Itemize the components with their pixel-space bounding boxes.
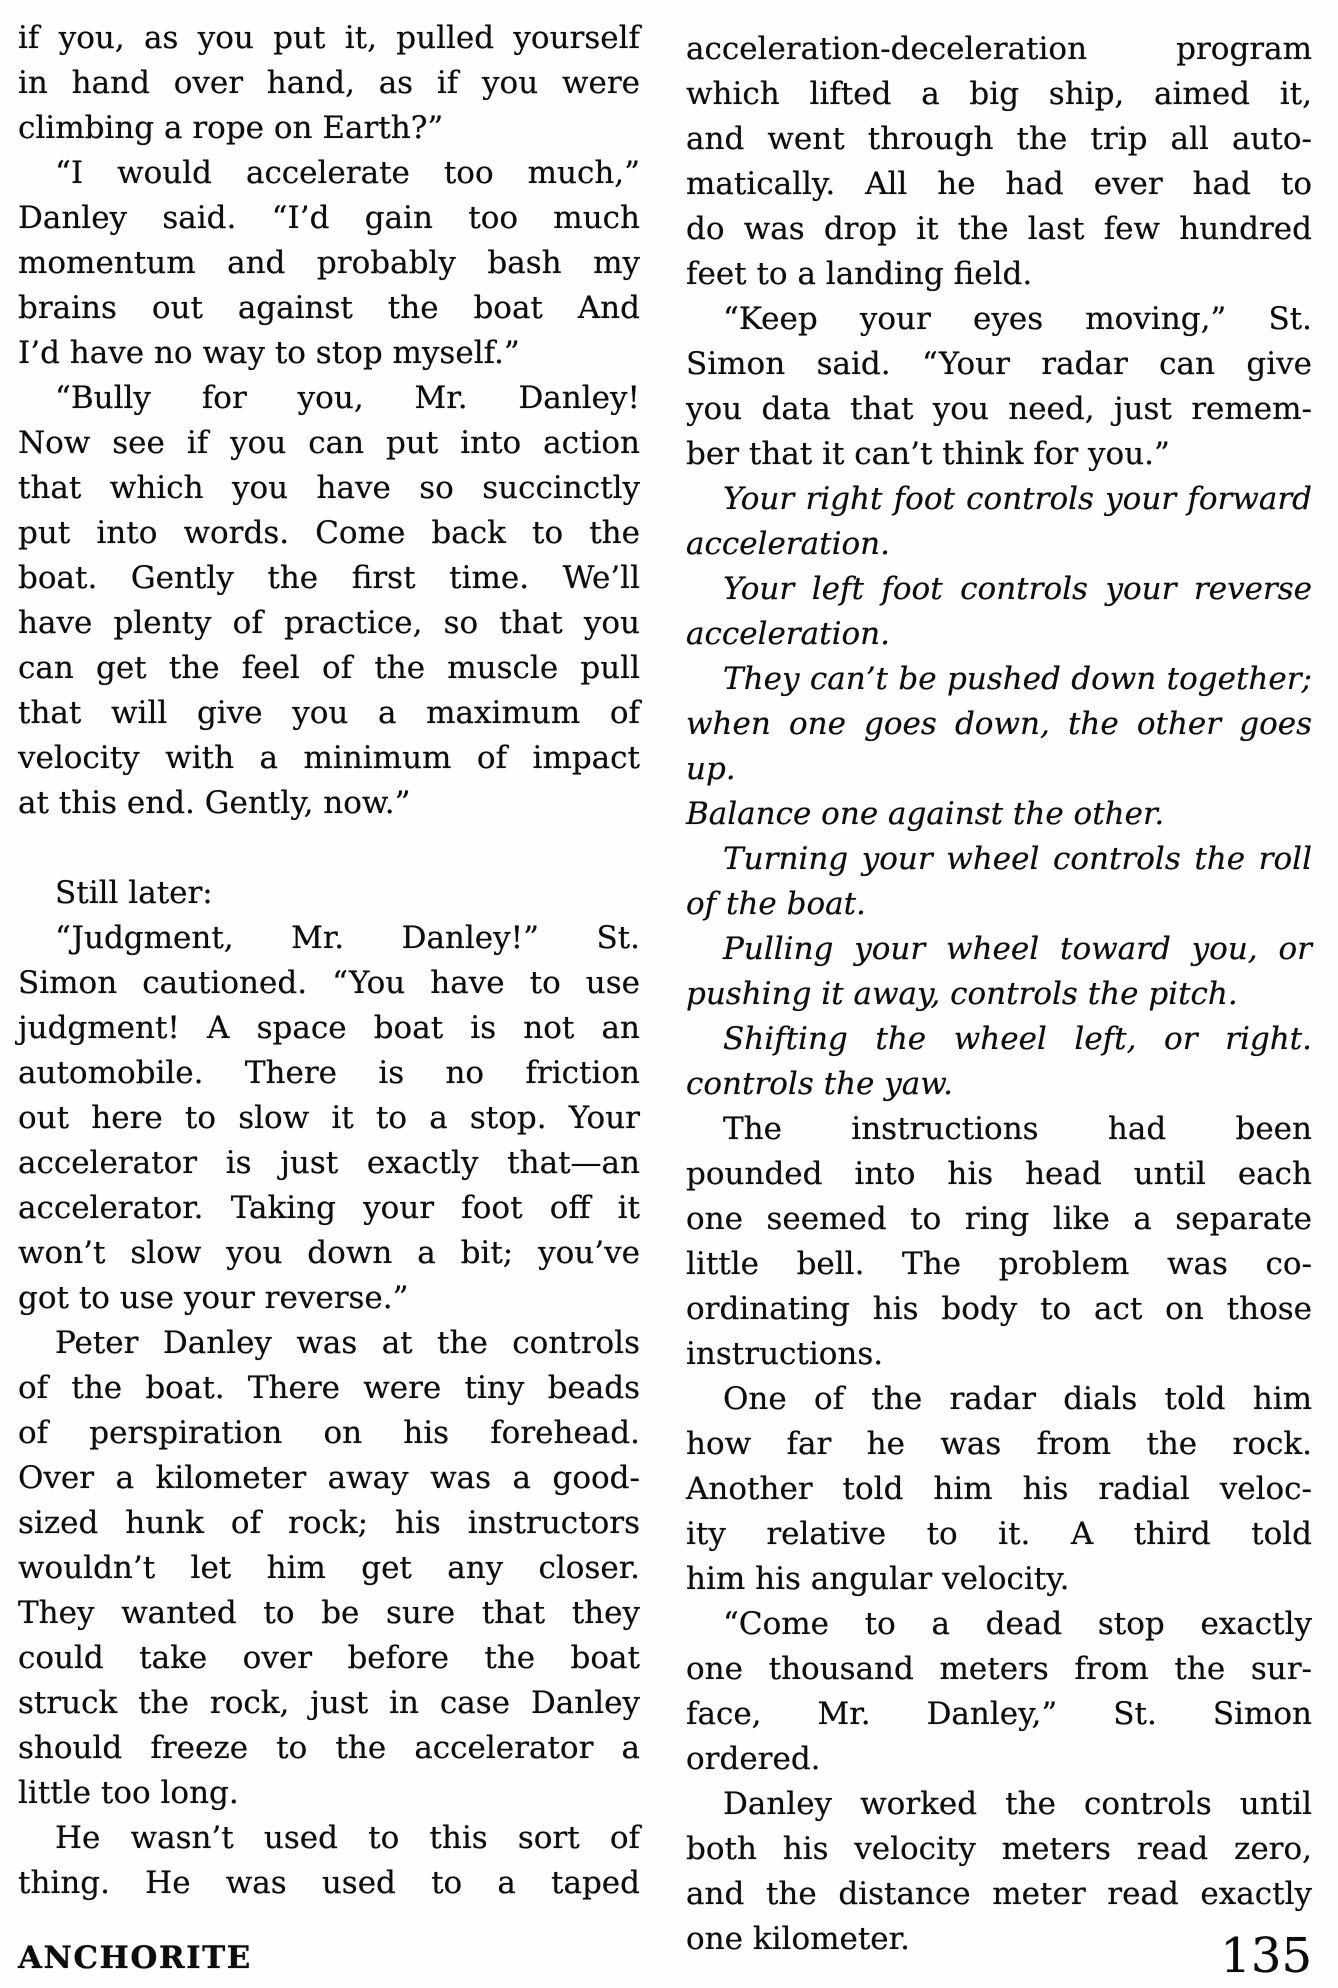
text-line: sized hunk of rock; his instructors <box>18 1505 640 1541</box>
text-line: won’t slow you down a bit; you’ve <box>18 1235 640 1271</box>
column-left <box>18 16 640 1962</box>
text-line: both his velocity meters read zero, <box>686 1831 1312 1867</box>
text-line: and the distance meter read exactly <box>686 1876 1312 1912</box>
paragraph <box>18 871 640 916</box>
text-line: acceleration. <box>686 526 890 562</box>
text-line: put into words. Come back to the <box>18 515 640 551</box>
column-right <box>686 16 1312 1962</box>
text-line: They wanted to be sure that they <box>18 1595 640 1631</box>
text-line: The instructions had been <box>723 1111 1312 1147</box>
paragraph <box>686 1377 1312 1602</box>
text-line: “Come to a dead stop exactly <box>723 1606 1312 1642</box>
text-line: which lifted a big ship, aimed it, <box>686 76 1312 112</box>
text-line: Now see if you can put into action <box>18 425 640 461</box>
text-line: brains out against the boat And <box>18 290 640 326</box>
paragraph <box>686 1107 1312 1377</box>
text-line: if you, as you put it, pulled yourself <box>18 20 640 56</box>
text-line: Your left foot controls your reverse <box>723 571 1312 607</box>
text-line: “I would accelerate too much,” <box>55 155 640 191</box>
text-line: “Bully for you, Mr. Danley! <box>55 380 640 416</box>
text-line: face, Mr. Danley,” St. Simon <box>686 1696 1312 1732</box>
text-line: struck the rock, just in case Danley <box>18 1685 640 1721</box>
running-title: ANCHORITE <box>18 1940 252 1976</box>
paragraph <box>686 657 1312 837</box>
text-line: Turning your wheel controls the roll <box>723 841 1312 877</box>
text-line: Over a kilometer away was a good- <box>18 1460 640 1496</box>
paragraph <box>686 477 1312 567</box>
text-line: They can’t be pushed down together; <box>723 661 1312 697</box>
page-footer <box>18 1924 1312 1988</box>
text-line: wouldn’t let him get any closer. <box>18 1550 640 1586</box>
text-line: of perspiration on his forehead. <box>18 1415 640 1451</box>
text-line: I’d have no way to stop myself.” <box>18 335 520 371</box>
paragraph <box>18 376 640 826</box>
text-line: velocity with a minimum of impact <box>18 740 640 776</box>
paragraph <box>686 927 1312 1017</box>
text-line: ordinating his body to act on those <box>686 1291 1312 1327</box>
text-line: Still later: <box>55 875 213 911</box>
text-line: pushing it away, controls the pitch. <box>686 976 1238 1012</box>
text-line: Danley said. “I’d gain too much <box>18 200 640 236</box>
text-line: in hand over hand, as if you were <box>18 65 640 101</box>
paragraph <box>686 27 1312 297</box>
text-line: can get the feel of the muscle pull <box>18 650 640 686</box>
text-line: and went through the trip all auto- <box>686 121 1312 157</box>
text-line: out here to slow it to a stop. Your <box>18 1100 640 1136</box>
paragraph <box>686 1602 1312 1782</box>
paragraph <box>18 16 640 151</box>
text-line: could take over before the boat <box>18 1640 640 1676</box>
text-line: that will give you a maximum of <box>18 695 640 731</box>
text-line: one seemed to ring like a separate <box>686 1201 1312 1237</box>
text-line: little bell. The problem was co- <box>686 1246 1312 1282</box>
paragraph <box>18 151 640 376</box>
paragraph <box>18 1816 640 1906</box>
text-line: momentum and probably bash my <box>18 245 640 281</box>
text-line: of the boat. <box>686 886 866 922</box>
text-line: Your right foot controls your forward <box>723 481 1312 517</box>
paragraph <box>686 567 1312 657</box>
text-line: him his angular velocity. <box>686 1561 1070 1597</box>
text-line: one thousand meters from the sur- <box>686 1651 1312 1687</box>
text-line: One of the radar dials told him <box>723 1381 1312 1417</box>
text-line: that which you have so succinctly <box>18 470 640 506</box>
text-line: He wasn’t used to this sort of <box>55 1820 640 1856</box>
text-line: Balance one against the other. <box>686 796 1165 832</box>
paragraph <box>18 1321 640 1816</box>
text-line: Danley worked the controls until <box>723 1786 1312 1822</box>
text-line: pounded into his head until each <box>686 1156 1312 1192</box>
text-line: of the boat. There were tiny beads <box>18 1370 640 1406</box>
text-line: Shifting the wheel left, or right. <box>723 1021 1312 1057</box>
paragraph <box>18 916 640 1321</box>
text-line: Simon cautioned. “You have to use <box>18 965 640 1001</box>
paragraph <box>686 297 1312 477</box>
text-line: judgment! A space boat is not an <box>18 1010 640 1046</box>
text-line: have plenty of practice, so that you <box>18 605 640 641</box>
text-line: acceleration. <box>686 616 890 652</box>
text-line: when one goes down, the other goes up. <box>686 706 1312 787</box>
text-line: matically. All he had ever had to <box>686 166 1312 202</box>
text-line: Simon said. “Your radar can give <box>686 346 1312 382</box>
text-line: how far he was from the rock. <box>686 1426 1312 1462</box>
text-line: Pulling your wheel toward you, or <box>723 931 1312 967</box>
text-line: acceleration-deceleration program <box>686 31 1312 67</box>
text-line: ity relative to it. A third told <box>686 1516 1312 1552</box>
text-line: “Judgment, Mr. Danley!” St. <box>55 920 640 956</box>
text-line: at this end. Gently, now.” <box>18 785 411 821</box>
text-line: little too long. <box>18 1775 239 1811</box>
text-line: should freeze to the accelerator a <box>18 1730 640 1766</box>
text-line: accelerator. Taking your foot off it <box>18 1190 640 1226</box>
text-line: boat. Gently the first time. We’ll <box>18 560 640 596</box>
paragraph <box>686 837 1312 927</box>
text-line: you data that you need, just remem- <box>686 391 1312 427</box>
text-line: got to use your reverse.” <box>18 1280 409 1316</box>
text-line: one kilometer. <box>686 1921 910 1957</box>
text-line: do was drop it the last few hundred <box>686 211 1312 247</box>
text-line: feet to a landing field. <box>686 256 1033 292</box>
text-line: Peter Danley was at the controls <box>55 1325 640 1361</box>
text-line: thing. He was used to a taped <box>18 1865 640 1901</box>
text-line: Another told him his radial veloc- <box>686 1471 1312 1507</box>
text-line: climbing a rope on Earth?” <box>18 110 444 146</box>
text-line: automobile. There is no friction <box>18 1055 640 1091</box>
page-number: 135 <box>1220 1928 1312 1984</box>
paragraph <box>686 1017 1312 1107</box>
text-line: ordered. <box>686 1741 821 1777</box>
text-line: instructions. <box>686 1336 884 1372</box>
text-line: “Keep your eyes moving,” St. <box>723 301 1312 337</box>
text-line: ber that it can’t think for you.” <box>686 436 1170 472</box>
text-line: controls the yaw. <box>686 1066 953 1102</box>
text-line: accelerator is just exactly that—an <box>18 1145 640 1181</box>
